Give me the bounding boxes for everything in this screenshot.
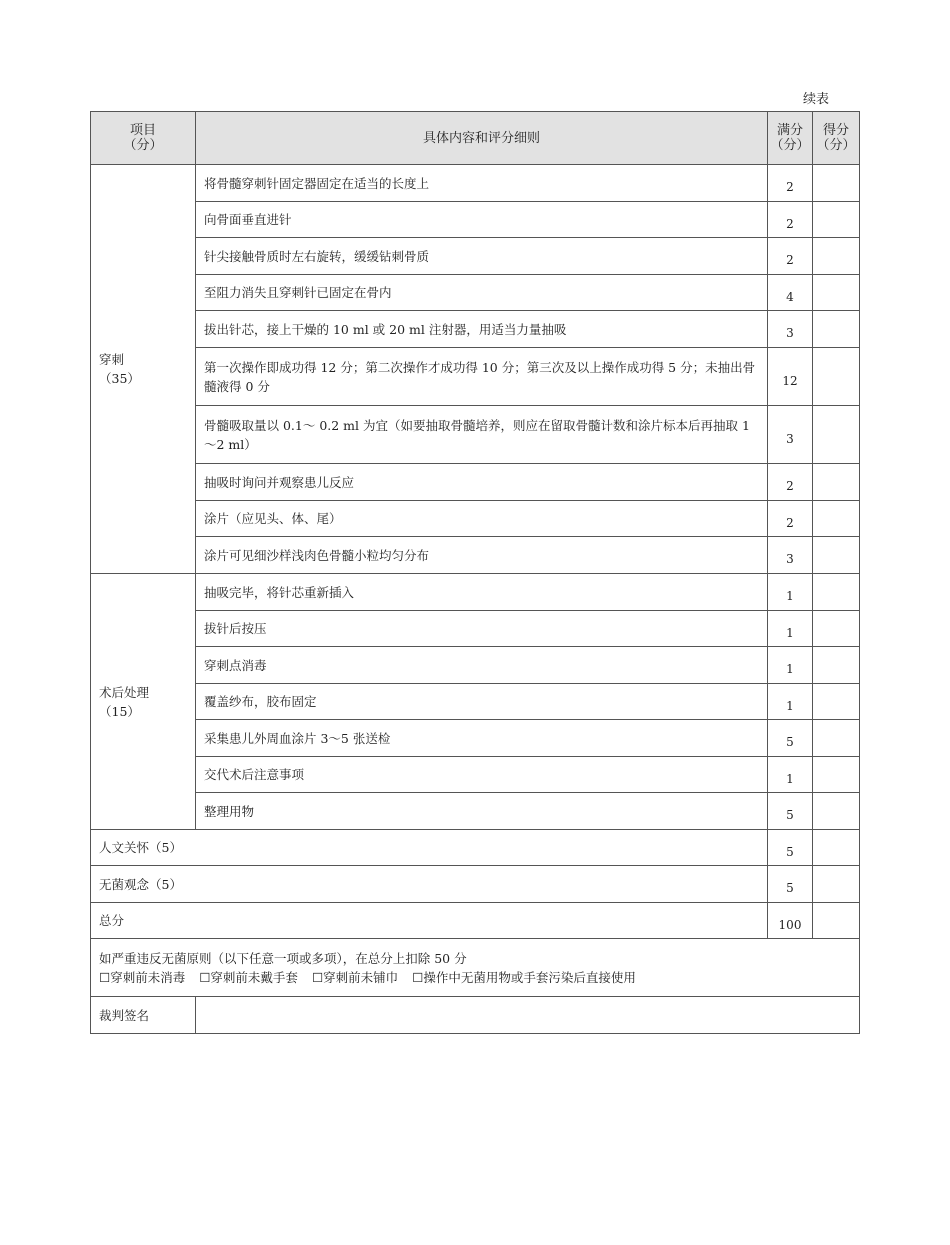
criterion-text: 整理用物	[196, 793, 768, 830]
table-row	[91, 501, 860, 537]
full-score-cell: 2	[768, 165, 813, 202]
obtained-score-cell[interactable]	[813, 830, 860, 866]
penalty-checkbox-option[interactable]: ☐操作中无菌用物或手套污染后直接使用	[412, 969, 636, 985]
obtained-score-cell[interactable]	[813, 611, 860, 647]
summary-label: 人文关怀（5）	[91, 830, 768, 866]
header-row	[91, 112, 860, 165]
full-score-cell: 1	[768, 647, 813, 684]
table-row	[91, 202, 860, 238]
full-score-cell: 1	[768, 684, 813, 720]
criterion-text: 抽吸完毕，将针芯重新插入	[196, 574, 768, 611]
criterion-text: 采集患儿外周血涂片 3～5 张送检	[196, 720, 768, 757]
table-row	[91, 647, 860, 684]
obtained-score-cell[interactable]	[813, 275, 860, 311]
section-label	[91, 574, 196, 830]
header-content: 具体内容和评分细则	[196, 112, 768, 165]
criterion-text: 抽吸时询问并观察患儿反应	[196, 464, 768, 501]
full-score-cell: 1	[768, 757, 813, 793]
full-score-cell: 5	[768, 830, 813, 866]
full-score-cell: 5	[768, 866, 813, 903]
obtained-score-cell[interactable]	[813, 684, 860, 720]
full-score-cell: 5	[768, 793, 813, 830]
section-points: （15）	[99, 703, 140, 719]
full-score-cell: 5	[768, 720, 813, 757]
obtained-score-cell[interactable]	[813, 903, 860, 939]
table-row	[91, 165, 860, 202]
penalty-options	[99, 968, 851, 987]
table-row	[91, 720, 860, 757]
criterion-text: 涂片（应见头、体、尾）	[196, 501, 768, 537]
obtained-score-cell[interactable]	[813, 866, 860, 903]
obtained-score-cell[interactable]	[813, 202, 860, 238]
obtained-score-cell[interactable]	[813, 348, 860, 406]
criterion-text: 覆盖纱布，胶布固定	[196, 684, 768, 720]
full-score-cell: 2	[768, 238, 813, 275]
full-score-cell: 2	[768, 202, 813, 238]
criterion-text: 将骨髓穿刺针固定器固定在适当的长度上	[196, 165, 768, 202]
obtained-score-cell[interactable]	[813, 793, 860, 830]
obtained-score-cell[interactable]	[813, 647, 860, 684]
full-score-cell: 3	[768, 406, 813, 464]
table-row	[91, 348, 860, 406]
summary-label: 无菌观念（5）	[91, 866, 768, 903]
table-row	[91, 757, 860, 793]
criterion-text: 交代术后注意事项	[196, 757, 768, 793]
obtained-score-cell[interactable]	[813, 537, 860, 574]
header-full-score: 满分 （分）	[768, 112, 813, 165]
signature-row	[91, 997, 860, 1034]
full-score-cell: 3	[768, 537, 813, 574]
full-score-cell: 2	[768, 501, 813, 537]
section-name: 穿刺	[99, 352, 125, 367]
obtained-score-cell[interactable]	[813, 574, 860, 611]
table-row	[91, 830, 860, 866]
signature-field[interactable]	[196, 997, 860, 1034]
full-score-cell: 100	[768, 903, 813, 939]
signature-label: 裁判签名	[91, 997, 196, 1034]
table-row	[91, 574, 860, 611]
criterion-text: 穿刺点消毒	[196, 647, 768, 684]
table-row	[91, 684, 860, 720]
obtained-score-cell[interactable]	[813, 757, 860, 793]
summary-label: 总分	[91, 903, 768, 939]
penalty-row	[91, 939, 860, 997]
table-row	[91, 464, 860, 501]
table-row	[91, 611, 860, 647]
full-score-cell: 4	[768, 275, 813, 311]
obtained-score-cell[interactable]	[813, 406, 860, 464]
penalty-rule: 如严重违反无菌原则（以下任意一项或多项），在总分上扣除 50 分	[99, 950, 467, 966]
penalty-cell	[91, 939, 860, 997]
section-points: （35）	[99, 371, 140, 386]
table-row	[91, 406, 860, 464]
continued-label: 续表	[803, 92, 830, 107]
table-row	[91, 238, 860, 275]
full-score-cell: 12	[768, 348, 813, 406]
scoring-table	[90, 111, 860, 1034]
table-row	[91, 311, 860, 348]
obtained-score-cell[interactable]	[813, 165, 860, 202]
full-score-cell: 3	[768, 311, 813, 348]
full-score-cell: 1	[768, 611, 813, 647]
full-score-cell: 2	[768, 464, 813, 501]
section-label	[91, 165, 196, 574]
table-row	[91, 275, 860, 311]
table-row	[91, 793, 860, 830]
header-obtained-score: 得分 （分）	[813, 112, 860, 165]
criterion-text: 涂片可见细沙样浅肉色骨髓小粒均匀分布	[196, 537, 768, 574]
table-row	[91, 866, 860, 903]
table-row	[91, 537, 860, 574]
penalty-checkbox-option[interactable]: ☐穿刺前未铺巾	[311, 969, 399, 985]
criterion-text: 骨髓吸取量以 0.1～ 0.2 ml 为宜（如要抽取骨髓培养，则应在留取骨髓计数和涂片标本后再抽取 1～2 ml）	[196, 406, 768, 464]
full-score-cell: 1	[768, 574, 813, 611]
criterion-text: 第一次操作即成功得 12 分；第二次操作才成功得 10 分；第三次及以上操作成功得 5 分；未抽出骨髓液得 0 分	[196, 348, 768, 406]
obtained-score-cell[interactable]	[813, 501, 860, 537]
section-name: 术后处理	[99, 684, 150, 700]
penalty-checkbox-option[interactable]: ☐穿刺前未戴手套	[199, 969, 298, 985]
obtained-score-cell[interactable]	[813, 464, 860, 501]
criterion-text: 至阻力消失且穿刺针已固定在骨内	[196, 275, 768, 311]
obtained-score-cell[interactable]	[813, 311, 860, 348]
criterion-text: 向骨面垂直进针	[196, 202, 768, 238]
penalty-checkbox-option[interactable]: ☐穿刺前未消毒	[99, 969, 186, 985]
table-row	[91, 903, 860, 939]
header-item: 项目 （分）	[91, 112, 196, 165]
criterion-text: 拔针后按压	[196, 611, 768, 647]
obtained-score-cell[interactable]	[813, 238, 860, 275]
obtained-score-cell[interactable]	[813, 720, 860, 757]
criterion-text: 拔出针芯，接上干燥的 10 ml 或 20 ml 注射器，用适当力量抽吸	[196, 311, 768, 348]
criterion-text: 针尖接触骨质时左右旋转，缓缓钻刺骨质	[196, 238, 768, 275]
